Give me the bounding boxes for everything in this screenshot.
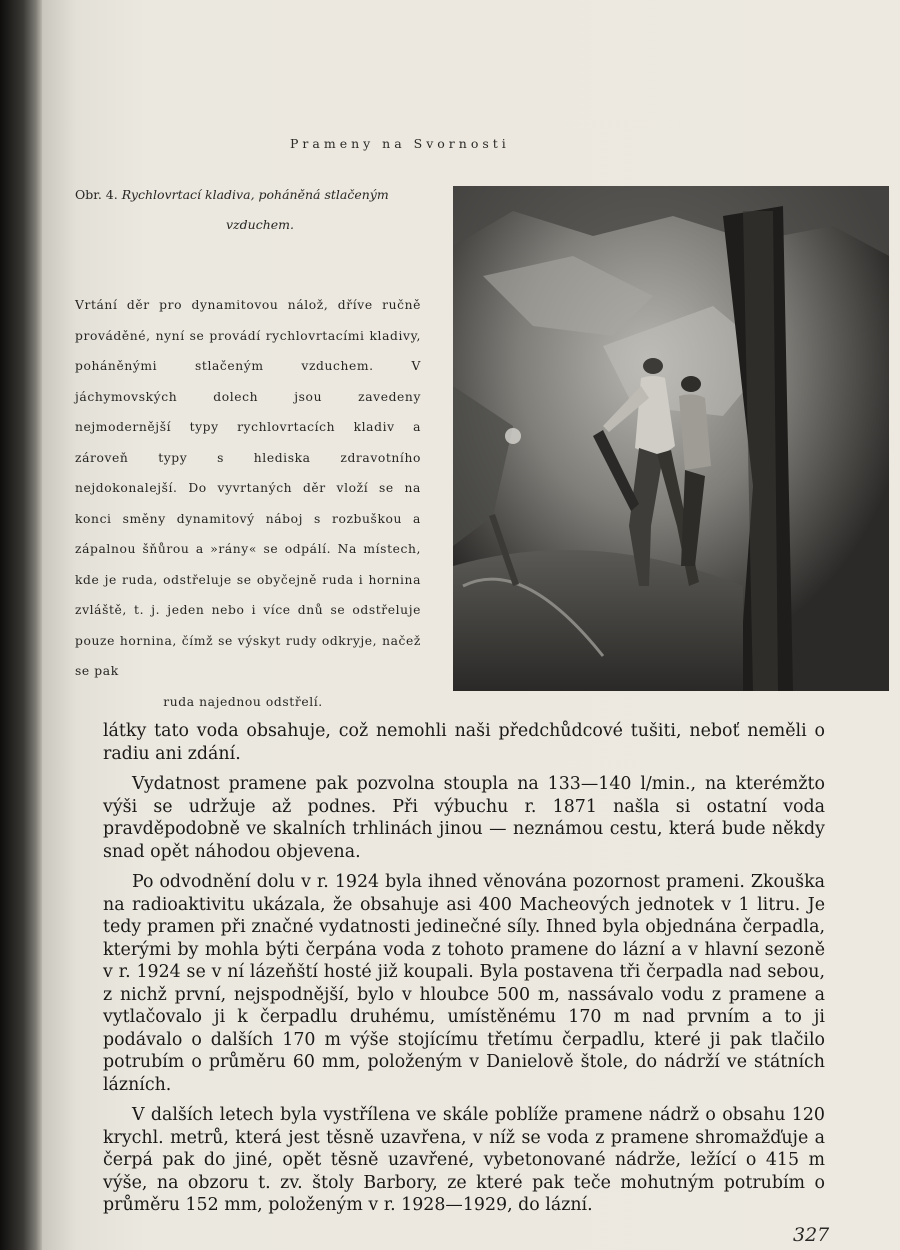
figure-title-line1: Rychlovrtací kladiva, poháněná stlačeným [121,187,389,202]
mine-photograph [453,186,889,691]
running-head: Prameny na Svornosti [290,136,510,151]
paragraph: V dalších letech byla vystřílena ve skále poblíže pramene nádrž o obsahu 120 krychl. metrů, která jest těsně uzavřena, v níž se voda z pramene shromažďuje a čerpá pak do jiné, opět těsně uzavřené, vybetonované nádrže, ležící o 415 m výše, na obzoru t. zv. štoly Barbory, ze které pak teče mohutným potrubím o průměru 152 mm, položeným v r. 1928—1929, do lázní. [103,1105,825,1215]
figure-caption-text: Vrtání děr pro dynamitovou nálož, dříve ručně prováděné, nyní se provádí rychlovrtacími kladivy, poháněnými stlačeným vzduchem. V jáchymovských dolech jsou zavedeny nejmodernější typy rychlovrtacích kladiv a zároveň typy s hlediska zdravotního nejdokonalejší. Do vyvrtaných děr vloží se na konci směny dynamitový náboj s rozbuškou a zápalnou šňůrou a »rány« se odpálí. Na místech, kde je ruda, odstřeluje se obyčejně ruda i hornina zvláště, t. j. jeden nebo i více dnů se odstřeluje pouze hornina, čímž se výskyt rudy odkryje, načež se pak [75,298,421,678]
figure-caption-body [75,290,421,717]
paragraph: látky tato voda obsahuje, což nemohli naši předchůdcové tušiti, neboť neměli o radiu ani zdání. [103,721,825,764]
figure-label: Obr. 4. [75,187,118,202]
page-number: 327 [793,1224,830,1246]
main-body-text [103,720,825,1217]
figure-caption-last-line: ruda najednou odstřelí. [163,694,323,709]
figure-title-line2: vzduchem. [226,217,294,232]
figure-caption-title [75,180,445,240]
book-binding-edge [0,0,42,1250]
paragraph: Vydatnost pramene pak pozvolna stoupla na 133—140 l/min., na kterémžto výši se udržuje až podnes. Při výbuchu r. 1871 našla si ostatní voda pravděpodobně ve skalních trhlinách jinou — neznámou cestu, která bude někdy snad opět náhodou objevena. [103,774,825,862]
paragraph: Po odvodnění dolu v r. 1924 byla ihned věnována pozornost prameni. Zkouška na radioaktivitu ukázala, že obsahuje asi 400 Macheových jednotek v 1 litru. Je tedy pramen při značné vydatnosti jedinečné síly. Ihned byla objednána čerpadla, kterými by mohla býti čerpána voda z tohoto pramene do lázní a v hlavní sezoně v r. 1924 se v ní lázeňští hosté již koupali. Byla postavena tři čerpadla nad sebou, z nichž první, nejspodnější, bylo v hloubce 500 m, nassávalo vodu z pramene a vytlačovalo ji k čerpadlu druhému, umístěnému 170 m nad prvním a to ji podávalo o dalších 170 m výše stojícímu třetímu čerpadlu, které ji pak tlačilo potrubím o průměru 60 mm, položeným v Danielově štole, do nádrží ve státních lázních. [103,872,825,1095]
miners-drilling-photo [453,186,889,691]
